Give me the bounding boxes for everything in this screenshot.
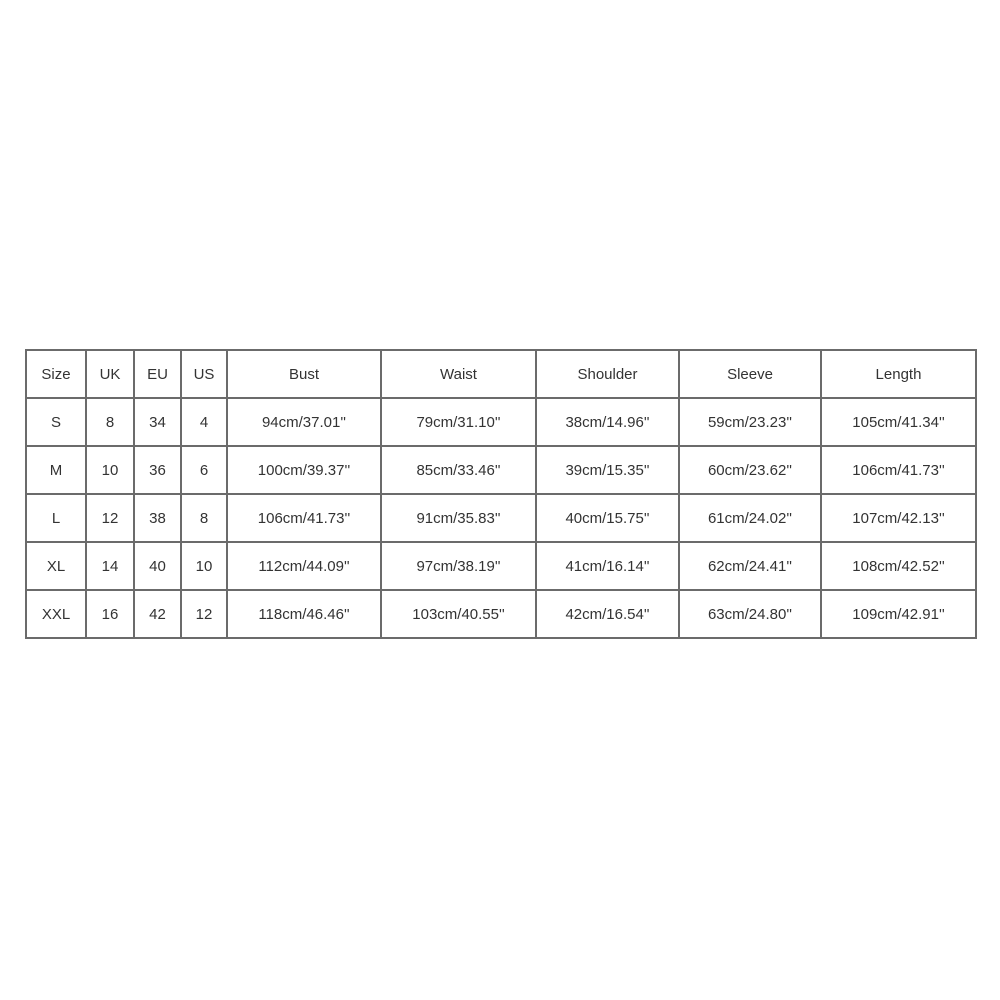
cell-shoulder: 41cm/16.14'' (537, 543, 680, 591)
table-row (27, 447, 977, 495)
cell-bust: 112cm/44.09'' (228, 543, 382, 591)
header-length: Length (822, 351, 977, 399)
cell-waist: 103cm/40.55'' (382, 591, 537, 639)
cell-size: L (27, 495, 87, 543)
cell-sleeve: 59cm/23.23'' (680, 399, 822, 447)
header-us: US (182, 351, 228, 399)
cell-bust: 100cm/39.37'' (228, 447, 382, 495)
cell-bust: 94cm/37.01'' (228, 399, 382, 447)
cell-uk: 10 (87, 447, 135, 495)
header-waist: Waist (382, 351, 537, 399)
cell-uk: 14 (87, 543, 135, 591)
table-row (27, 591, 977, 639)
cell-eu: 36 (135, 447, 182, 495)
table-row (27, 543, 977, 591)
cell-bust: 118cm/46.46'' (228, 591, 382, 639)
header-row (27, 351, 977, 399)
header-eu: EU (135, 351, 182, 399)
cell-shoulder: 40cm/15.75'' (537, 495, 680, 543)
header-shoulder: Shoulder (537, 351, 680, 399)
size-chart-table (25, 349, 977, 639)
cell-sleeve: 60cm/23.62'' (680, 447, 822, 495)
cell-eu: 42 (135, 591, 182, 639)
cell-uk: 8 (87, 399, 135, 447)
cell-uk: 12 (87, 495, 135, 543)
cell-waist: 85cm/33.46'' (382, 447, 537, 495)
cell-sleeve: 62cm/24.41'' (680, 543, 822, 591)
cell-us: 10 (182, 543, 228, 591)
cell-length: 107cm/42.13'' (822, 495, 977, 543)
cell-shoulder: 39cm/15.35'' (537, 447, 680, 495)
header-bust: Bust (228, 351, 382, 399)
table-row (27, 399, 977, 447)
cell-waist: 91cm/35.83'' (382, 495, 537, 543)
cell-shoulder: 38cm/14.96'' (537, 399, 680, 447)
cell-us: 6 (182, 447, 228, 495)
cell-us: 4 (182, 399, 228, 447)
cell-size: XL (27, 543, 87, 591)
cell-bust: 106cm/41.73'' (228, 495, 382, 543)
cell-length: 106cm/41.73'' (822, 447, 977, 495)
cell-length: 108cm/42.52'' (822, 543, 977, 591)
cell-eu: 38 (135, 495, 182, 543)
table-row (27, 495, 977, 543)
cell-length: 105cm/41.34'' (822, 399, 977, 447)
cell-sleeve: 63cm/24.80'' (680, 591, 822, 639)
cell-uk: 16 (87, 591, 135, 639)
cell-eu: 34 (135, 399, 182, 447)
cell-length: 109cm/42.91'' (822, 591, 977, 639)
cell-size: XXL (27, 591, 87, 639)
cell-us: 12 (182, 591, 228, 639)
cell-eu: 40 (135, 543, 182, 591)
cell-us: 8 (182, 495, 228, 543)
cell-sleeve: 61cm/24.02'' (680, 495, 822, 543)
cell-shoulder: 42cm/16.54'' (537, 591, 680, 639)
header-sleeve: Sleeve (680, 351, 822, 399)
cell-waist: 79cm/31.10'' (382, 399, 537, 447)
cell-size: M (27, 447, 87, 495)
header-uk: UK (87, 351, 135, 399)
cell-size: S (27, 399, 87, 447)
cell-waist: 97cm/38.19'' (382, 543, 537, 591)
header-size: Size (27, 351, 87, 399)
